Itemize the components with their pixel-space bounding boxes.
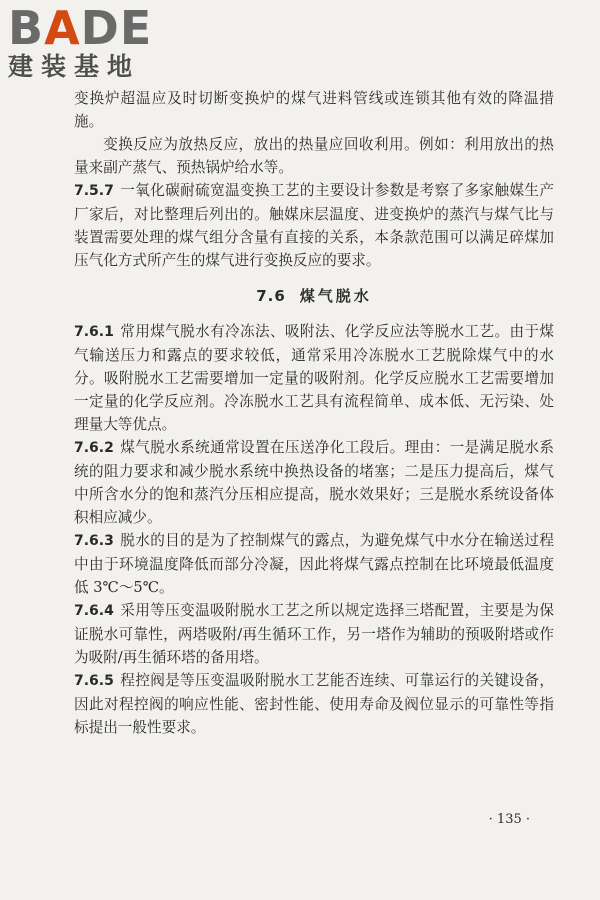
section-heading (74, 284, 554, 308)
clause-number: 7.6.4 (74, 603, 114, 619)
section-number: 7.6 (256, 287, 286, 305)
paragraph: 变换反应为放热反应，放出的热量应回收利用。例如：利用放出的热量来副产蒸气、预热锅炉给水等。 (74, 136, 554, 176)
clause-text: 一氧化碳耐硫宽温变换工艺的主要设计参数是考察了多家触媒生产厂家后，对比整理后列出的。触媒床层温度、进变换炉的蒸汽与煤气比与装置需要处理的煤气组分含量有直接的关系，本条款范围可以满足碎煤加压气化方式所产生的煤气进行变换反应的要求。 (74, 182, 554, 269)
logo-letter-accent: A (44, 1, 81, 55)
clause-text: 煤气脱水系统通常设置在压送净化工段后。理由：一是满足脱水系统的阻力要求和减少脱水系统中换热设备的堵塞；二是压力提高后，煤气中所含水分的饱和蒸汽分压相应提高，脱水效果好；三是脱水系统设备体积相应减少。 (74, 439, 554, 526)
clause-7-5-7 (74, 179, 554, 272)
clause-number: 7.5.7 (74, 183, 114, 199)
page-body (74, 87, 554, 739)
clause-text: 常用煤气脱水有冷冻法、吸附法、化学反应法等脱水工艺。由于煤气输送压力和露点的要求较低，通常采用冷冻脱水工艺脱除煤气中的水分。吸附脱水工艺需要增加一定量的吸附剂。化学反应脱水工艺需要增加一定量的化学反应剂。冷冻脱水工艺具有流程简单、成本低、无污染、处理量大等优点。 (74, 323, 554, 433)
clause-number: 7.6.3 (74, 533, 114, 549)
bade-logo (8, 1, 183, 88)
clause-7-6-5 (74, 669, 554, 739)
clause-7-6-4 (74, 599, 554, 669)
page-number: · 135 · (488, 812, 530, 827)
clause-7-6-3 (74, 529, 554, 599)
logo-subtitle: 建装基地 (8, 52, 141, 81)
logo-letter: B (8, 1, 45, 55)
clause-text: 脱水的目的是为了控制煤气的露点，为避免煤气中水分在输送过程中由于环境温度降低而部分冷凝，因此将煤气露点控制在比环境最低温度低 3℃～5℃。 (74, 532, 554, 596)
clause-text: 程控阀是等压变温吸附脱水工艺能否连续、可靠运行的关键设备，因此对程控阀的响应性能、密封性能、使用寿命及阀位显示的可靠性等指标提出一般性要求。 (74, 672, 554, 736)
section-title-text: 煤气脱水 (299, 287, 372, 305)
logo-letters: DE (80, 1, 153, 55)
clause-7-6-1 (74, 320, 554, 436)
clause-7-6-2 (74, 436, 554, 529)
clause-number: 7.6.1 (74, 324, 114, 340)
clause-number: 7.6.2 (74, 440, 114, 456)
clause-number: 7.6.5 (74, 673, 114, 689)
paragraph-continued: 变换炉超温应及时切断变换炉的煤气进料管线或连锁其他有效的降温措施。 (74, 90, 554, 130)
clause-text: 采用等压变温吸附脱水工艺之所以规定选择三塔配置，主要是为保证脱水可靠性，两塔吸附/再生循环工作，另一塔作为辅助的预吸附塔或作为吸附/再生循环塔的备用塔。 (74, 602, 554, 666)
logo-wordmark (8, 1, 183, 55)
